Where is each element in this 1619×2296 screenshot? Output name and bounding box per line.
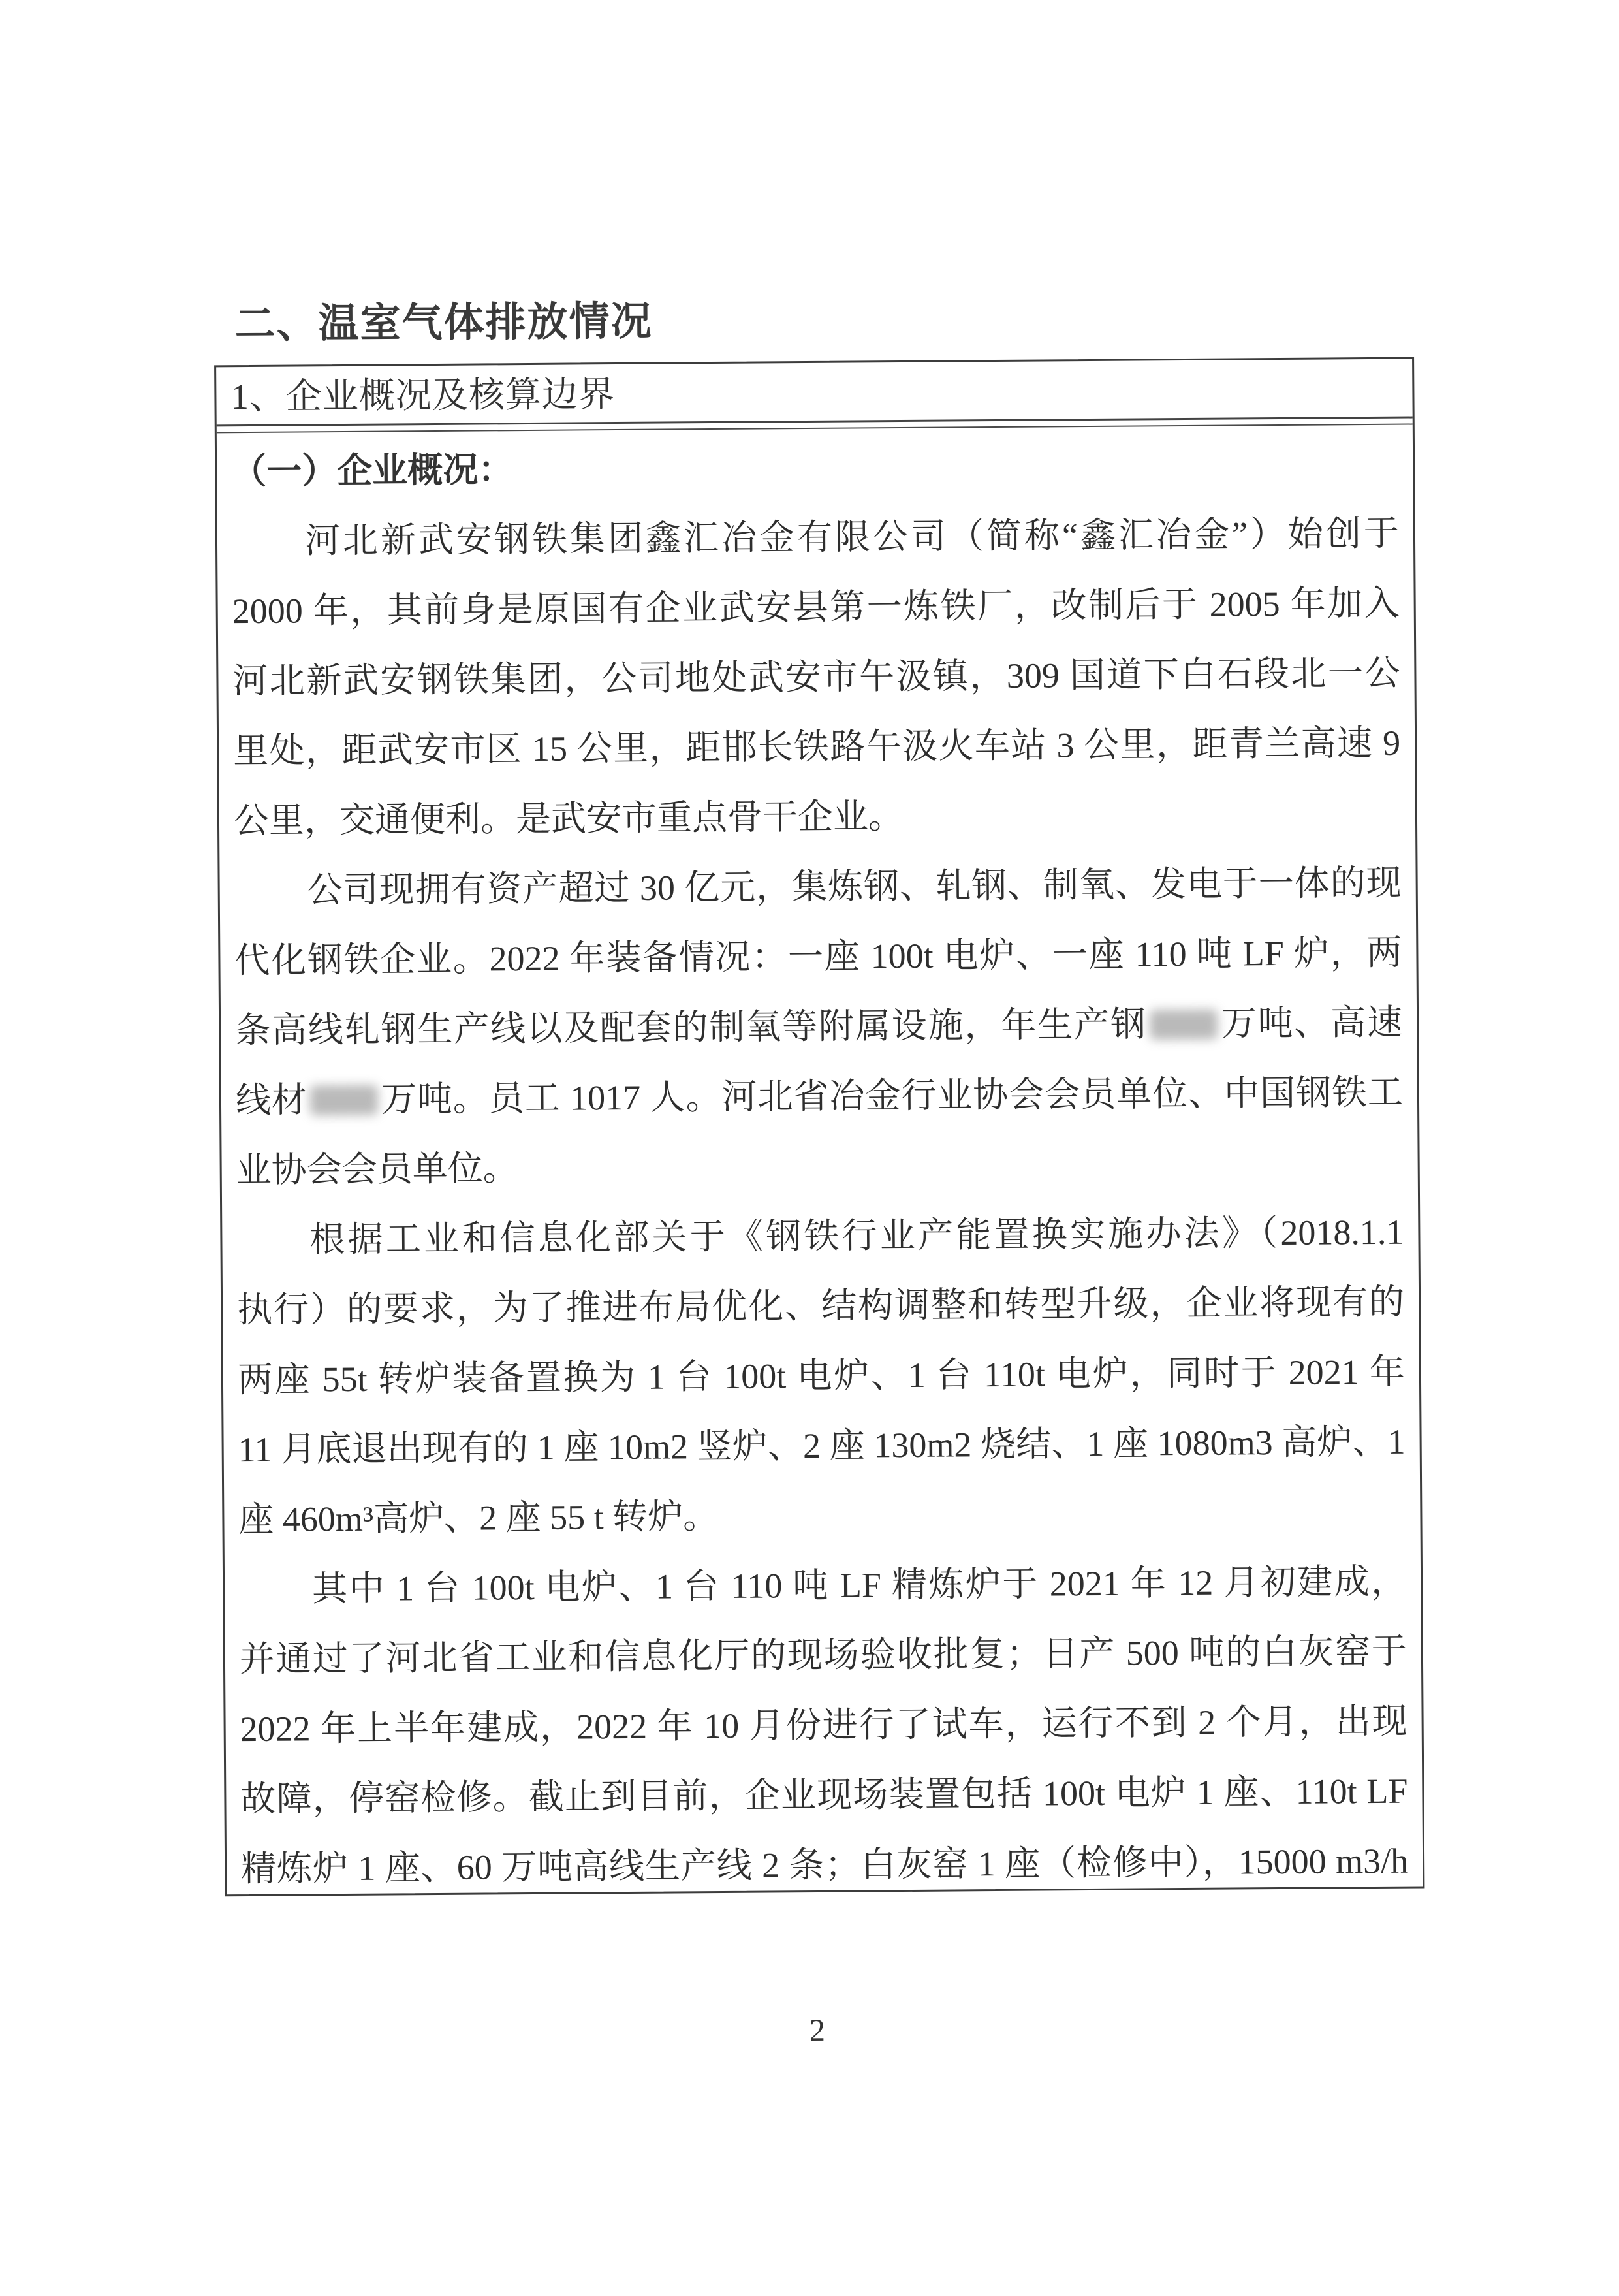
text-segment: 里处，距武安市区 15 公里，距邯长铁路午汲火车站 3 公里，距青兰高速 9	[233, 723, 1401, 771]
body-line	[240, 1617, 1407, 1695]
text-segment: 公里，交通便利。是武安市重点骨干企业。	[233, 796, 904, 841]
body-line	[238, 1337, 1406, 1415]
text-segment: 河北新武安钢铁集团鑫汇冶金有限公司（简称“鑫汇冶金”）始创于	[304, 513, 1400, 561]
text-segment: 精炼炉 1 座、60 万吨高线生产线 2 条；白灰窑 1 座（检修中），15000 m3/h	[240, 1841, 1409, 1889]
body-line	[233, 709, 1401, 786]
text-segment: 根据工业和信息化部关于《钢铁行业产能置换实施办法》（2018.1.1	[309, 1212, 1404, 1260]
text-segment: 2000 年，其前身是原国有企业武安县第一炼铁厂，改制后于 2005 年加入	[232, 583, 1400, 631]
body-line	[236, 1058, 1404, 1136]
text-segment: 公司现拥有资产超过 30 亿元，集炼钢、轧钢、制氧、发电于一体的现	[307, 863, 1402, 910]
body-line	[240, 1687, 1407, 1764]
text-segment: 两座 55t 转炉装备置换为 1 台 100t 电炉、1 台 110t 电炉，同时于 2021 年	[237, 1352, 1406, 1400]
text-segment: 万吨、高速	[1219, 1002, 1403, 1044]
page-title: 二、温室气体排放情况	[234, 298, 653, 347]
text-segment: 其中 1 台 100t 电炉、1 台 110 吨 LF 精炼炉于 2021 年 12 月初建成，	[311, 1561, 1407, 1609]
body-line	[240, 1757, 1408, 1834]
text-segment: 座 460m³高炉、2 座 55 t 转炉。	[238, 1496, 719, 1540]
section-box	[214, 357, 1424, 1897]
body-line	[234, 778, 1402, 856]
section-body	[217, 425, 1423, 1905]
body-line	[232, 499, 1400, 577]
text-segment: （一）企业概况：	[231, 450, 514, 492]
redacted-blur	[310, 1085, 378, 1116]
text-segment: 11 月底退出现有的 1 座 10m2 竖炉、2 座 130m2 烧结、1 座 1080m3 高炉、1	[238, 1422, 1406, 1470]
text-segment: 并通过了河北省工业和信息化厅的现场验收批复；日产 500 吨的白灰窑于	[239, 1631, 1407, 1680]
section-header: 1、企业概况及核算边界	[230, 374, 616, 417]
text-segment: 万吨。员工 1017 人。河北省冶金行业协会会员单位、中国钢铁工	[380, 1072, 1404, 1119]
body-line	[236, 1128, 1404, 1205]
body-line	[241, 1826, 1409, 1904]
body-line	[238, 1407, 1406, 1485]
body-line	[238, 1477, 1406, 1555]
text-segment: 故障，停窑检修。截止到目前，企业现场装置包括 100t 电炉 1 座、110t LF	[240, 1771, 1408, 1819]
body-line	[234, 918, 1402, 996]
body-line	[232, 569, 1400, 646]
page-number: 2	[809, 2013, 826, 2049]
text-segment: 线材	[235, 1080, 308, 1121]
body-line	[237, 1268, 1405, 1345]
text-segment: 河北新武安钢铁集团，公司地处武安市午汲镇，309 国道下白石段北一公	[232, 653, 1400, 701]
text-segment: 2022 年上半年建成，2022 年 10 月份进行了试车，运行不到 2 个月，出现	[240, 1701, 1407, 1749]
body-line	[234, 848, 1402, 926]
text-segment: 业协会会员单位。	[236, 1149, 518, 1190]
body-line	[231, 429, 1399, 507]
redacted-blur	[1150, 1010, 1218, 1040]
body-line	[232, 639, 1400, 716]
body-line	[236, 1198, 1404, 1275]
text-segment: 执行）的要求，为了推进布局优化、结构调整和转型升级，企业将现有的	[236, 1282, 1405, 1330]
body-line	[235, 988, 1403, 1066]
text-segment: 条高线轧钢生产线以及配套的制氧等附属设施，年生产钢	[234, 1004, 1148, 1051]
text-segment: 代化钢铁企业。2022 年装备情况：一座 100t 电炉、一座 110 吨 LF 炉，两	[234, 933, 1402, 981]
body-line	[239, 1547, 1407, 1625]
